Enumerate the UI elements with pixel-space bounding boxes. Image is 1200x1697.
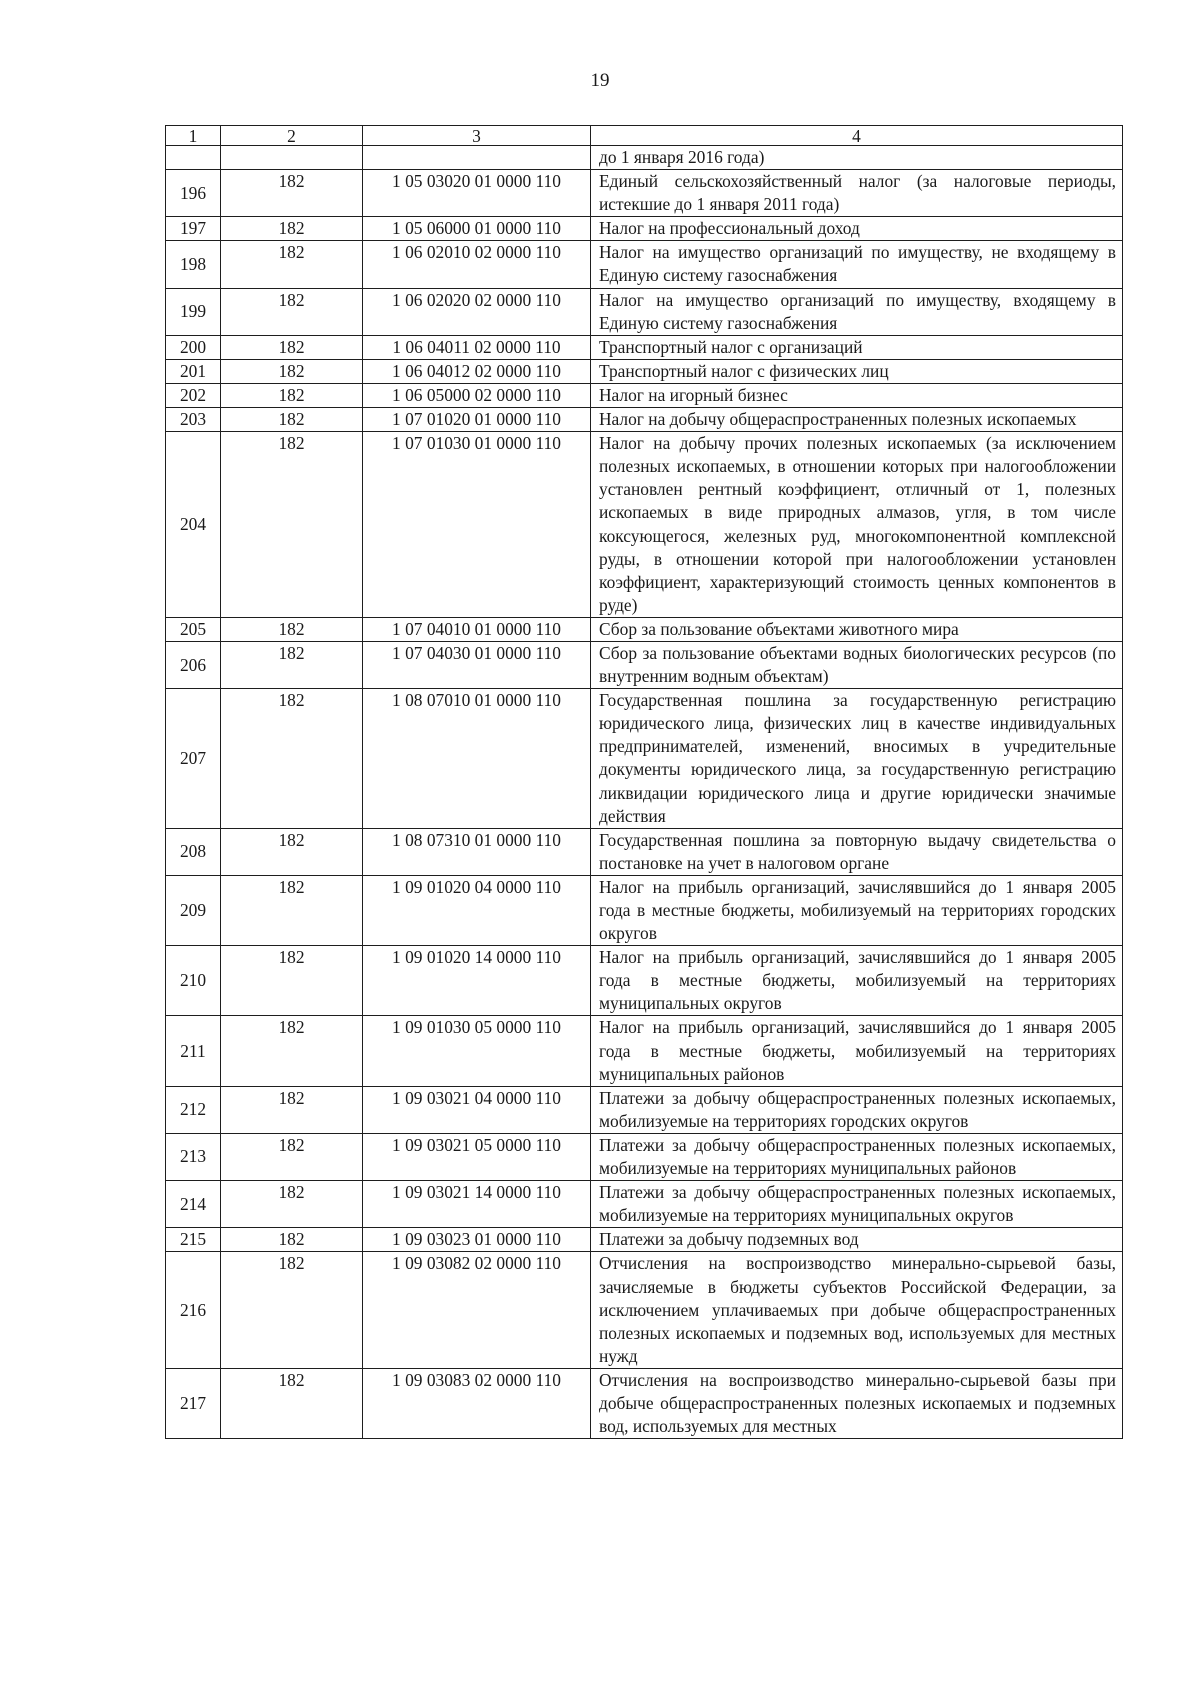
revenue-name-cell: Сбор за пользование объектами животного мира — [591, 617, 1123, 641]
administrator-code-cell: 182 — [221, 1086, 363, 1133]
administrator-code-cell: 182 — [221, 241, 363, 288]
row-number-cell: 217 — [166, 1368, 221, 1438]
row-number-cell: 198 — [166, 241, 221, 288]
table-row — [166, 408, 1123, 432]
budget-classification-code-cell: 1 05 06000 01 0000 110 — [363, 217, 591, 241]
revenue-name-cell: Налог на имущество организаций по имуществу, входящему в Единую систему газоснабжения — [591, 288, 1123, 335]
row-number-cell: 196 — [166, 170, 221, 217]
row-number-cell: 206 — [166, 641, 221, 688]
revenue-name-cell: Платежи за добычу общераспространенных полезных ископаемых, мобилизуемые на территориях городских округов — [591, 1086, 1123, 1133]
table-row — [166, 1133, 1123, 1180]
table-row — [166, 689, 1123, 829]
administrator-code-cell: 182 — [221, 335, 363, 359]
revenue-name-cell: Налог на профессиональный доход — [591, 217, 1123, 241]
table-row — [166, 1016, 1123, 1086]
administrator-code-cell: 182 — [221, 875, 363, 945]
budget-classification-code-cell: 1 05 03020 01 0000 110 — [363, 170, 591, 217]
row-number-cell: 197 — [166, 217, 221, 241]
row-number-cell: 215 — [166, 1228, 221, 1252]
administrator-code-cell: 182 — [221, 641, 363, 688]
revenue-name-cell: Платежи за добычу общераспространенных полезных ископаемых, мобилизуемые на территориях муниципальных округов — [591, 1181, 1123, 1228]
revenue-name-cell: Платежи за добычу общераспространенных полезных ископаемых, мобилизуемые на территориях муниципальных районов — [591, 1133, 1123, 1180]
row-number-cell: 216 — [166, 1252, 221, 1368]
revenue-name-cell: Налог на добычу прочих полезных ископаемых (за исключением полезных ископаемых, в отношении которых при налогообложении установлен рентный коэффициент, отличный от 1, полезных ископаемых в виде природных алмазов, угля, в том числе коксующегося, железных руд, многокомпонентной комплексной руды, в отношении которой при налогообложении установлен коэффициент, характеризующий стоимость ценных компонентов в руде) — [591, 432, 1123, 618]
administrator-code-cell: 182 — [221, 946, 363, 1016]
row-number-cell — [166, 146, 221, 170]
budget-classification-code-cell: 1 09 01020 14 0000 110 — [363, 946, 591, 1016]
revenue-name-cell: Транспортный налог с организаций — [591, 335, 1123, 359]
column-header-4: 4 — [591, 126, 1123, 146]
budget-classification-code-cell: 1 06 04012 02 0000 110 — [363, 359, 591, 383]
budget-classification-code-cell — [363, 146, 591, 170]
administrator-code-cell — [221, 146, 363, 170]
row-number-cell: 213 — [166, 1133, 221, 1180]
budget-classification-code-cell: 1 09 01020 04 0000 110 — [363, 875, 591, 945]
table-row — [166, 617, 1123, 641]
table-row — [166, 1181, 1123, 1228]
administrator-code-cell: 182 — [221, 1133, 363, 1180]
administrator-code-cell: 182 — [221, 170, 363, 217]
row-number-cell: 209 — [166, 875, 221, 945]
administrator-code-cell: 182 — [221, 217, 363, 241]
budget-codes-table — [165, 125, 1123, 1439]
column-header-2: 2 — [221, 126, 363, 146]
row-number-cell: 202 — [166, 383, 221, 407]
budget-classification-code-cell: 1 07 04030 01 0000 110 — [363, 641, 591, 688]
budget-classification-code-cell: 1 07 01030 01 0000 110 — [363, 432, 591, 618]
row-number-cell: 203 — [166, 408, 221, 432]
administrator-code-cell: 182 — [221, 1252, 363, 1368]
row-number-cell: 212 — [166, 1086, 221, 1133]
administrator-code-cell: 182 — [221, 432, 363, 618]
administrator-code-cell: 182 — [221, 1016, 363, 1086]
column-header-3: 3 — [363, 126, 591, 146]
administrator-code-cell: 182 — [221, 1181, 363, 1228]
table-row — [166, 359, 1123, 383]
administrator-code-cell: 182 — [221, 288, 363, 335]
table-header-row — [166, 126, 1123, 146]
table-row — [166, 1086, 1123, 1133]
table-row — [166, 828, 1123, 875]
revenue-name-cell: Государственная пошлина за повторную выдачу свидетельства о постановке на учет в налоговом органе — [591, 828, 1123, 875]
administrator-code-cell: 182 — [221, 617, 363, 641]
budget-classification-code-cell: 1 07 04010 01 0000 110 — [363, 617, 591, 641]
budget-classification-code-cell: 1 07 01020 01 0000 110 — [363, 408, 591, 432]
table-body — [166, 146, 1123, 1439]
budget-classification-code-cell: 1 06 05000 02 0000 110 — [363, 383, 591, 407]
administrator-code-cell: 182 — [221, 1368, 363, 1438]
row-number-cell: 201 — [166, 359, 221, 383]
budget-classification-code-cell: 1 09 03021 14 0000 110 — [363, 1181, 591, 1228]
revenue-name-cell: Налог на прибыль организаций, зачислявшийся до 1 января 2005 года в местные бюджеты, мобилизуемый на территориях муниципальных районов — [591, 1016, 1123, 1086]
budget-classification-code-cell: 1 08 07010 01 0000 110 — [363, 689, 591, 829]
administrator-code-cell: 182 — [221, 359, 363, 383]
administrator-code-cell: 182 — [221, 383, 363, 407]
administrator-code-cell: 182 — [221, 689, 363, 829]
table-row — [166, 288, 1123, 335]
row-number-cell: 200 — [166, 335, 221, 359]
revenue-name-cell: Налог на игорный бизнес — [591, 383, 1123, 407]
row-number-cell: 199 — [166, 288, 221, 335]
budget-classification-code-cell: 1 06 02020 02 0000 110 — [363, 288, 591, 335]
revenue-name-cell: Отчисления на воспроизводство минерально-сырьевой базы, зачисляемые в бюджеты субъектов Российской Федерации, за исключением уплачиваемых при добыче общераспространенных полезных ископаемых и подземных вод, используемых для местных нужд — [591, 1252, 1123, 1368]
table-row — [166, 1368, 1123, 1438]
revenue-name-cell: Государственная пошлина за государственную регистрацию юридического лица, физических лиц в качестве индивидуальных предпринимателей, изменений, вносимых в учредительные документы юридического лица, за государственную регистрацию ликвидации юридического лица и другие юридически значимые действия — [591, 689, 1123, 829]
administrator-code-cell: 182 — [221, 1228, 363, 1252]
row-number-cell: 210 — [166, 946, 221, 1016]
table-row — [166, 146, 1123, 170]
revenue-name-cell: Налог на прибыль организаций, зачислявшийся до 1 января 2005 года в местные бюджеты, мобилизуемый на территориях муниципальных округов — [591, 946, 1123, 1016]
table-row — [166, 1228, 1123, 1252]
table-row — [166, 241, 1123, 288]
budget-classification-code-cell: 1 06 02010 02 0000 110 — [363, 241, 591, 288]
revenue-name-cell: Сбор за пользование объектами водных биологических ресурсов (по внутренним водным объектам) — [591, 641, 1123, 688]
table-row — [166, 641, 1123, 688]
table-row — [166, 170, 1123, 217]
budget-classification-code-cell: 1 09 03083 02 0000 110 — [363, 1368, 591, 1438]
revenue-name-cell: до 1 января 2016 года) — [591, 146, 1123, 170]
budget-classification-code-cell: 1 09 03021 05 0000 110 — [363, 1133, 591, 1180]
column-header-1: 1 — [166, 126, 221, 146]
table-row — [166, 1252, 1123, 1368]
row-number-cell: 205 — [166, 617, 221, 641]
table-row — [166, 217, 1123, 241]
revenue-name-cell: Отчисления на воспроизводство минерально-сырьевой базы при добыче общераспространенных полезных ископаемых и подземных вод, используемых для местных — [591, 1368, 1123, 1438]
revenue-name-cell: Налог на прибыль организаций, зачислявшийся до 1 января 2005 года в местные бюджеты, мобилизуемый на территориях городских округов — [591, 875, 1123, 945]
row-number-cell: 207 — [166, 689, 221, 829]
revenue-name-cell: Единый сельскохозяйственный налог (за налоговые периоды, истекшие до 1 января 2011 года) — [591, 170, 1123, 217]
row-number-cell: 214 — [166, 1181, 221, 1228]
row-number-cell: 204 — [166, 432, 221, 618]
row-number-cell: 211 — [166, 1016, 221, 1086]
table-row — [166, 432, 1123, 618]
table-row — [166, 335, 1123, 359]
budget-classification-code-cell: 1 09 03023 01 0000 110 — [363, 1228, 591, 1252]
table-row — [166, 946, 1123, 1016]
revenue-name-cell: Налог на имущество организаций по имуществу, не входящему в Единую систему газоснабжения — [591, 241, 1123, 288]
budget-classification-code-cell: 1 06 04011 02 0000 110 — [363, 335, 591, 359]
table-row — [166, 383, 1123, 407]
revenue-name-cell: Транспортный налог с физических лиц — [591, 359, 1123, 383]
revenue-name-cell: Платежи за добычу подземных вод — [591, 1228, 1123, 1252]
budget-classification-code-cell: 1 09 01030 05 0000 110 — [363, 1016, 591, 1086]
row-number-cell: 208 — [166, 828, 221, 875]
administrator-code-cell: 182 — [221, 828, 363, 875]
administrator-code-cell: 182 — [221, 408, 363, 432]
revenue-name-cell: Налог на добычу общераспространенных полезных ископаемых — [591, 408, 1123, 432]
table-row — [166, 875, 1123, 945]
budget-classification-code-cell: 1 09 03082 02 0000 110 — [363, 1252, 591, 1368]
budget-classification-code-cell: 1 08 07310 01 0000 110 — [363, 828, 591, 875]
page-number: 19 — [590, 70, 610, 91]
budget-classification-code-cell: 1 09 03021 04 0000 110 — [363, 1086, 591, 1133]
